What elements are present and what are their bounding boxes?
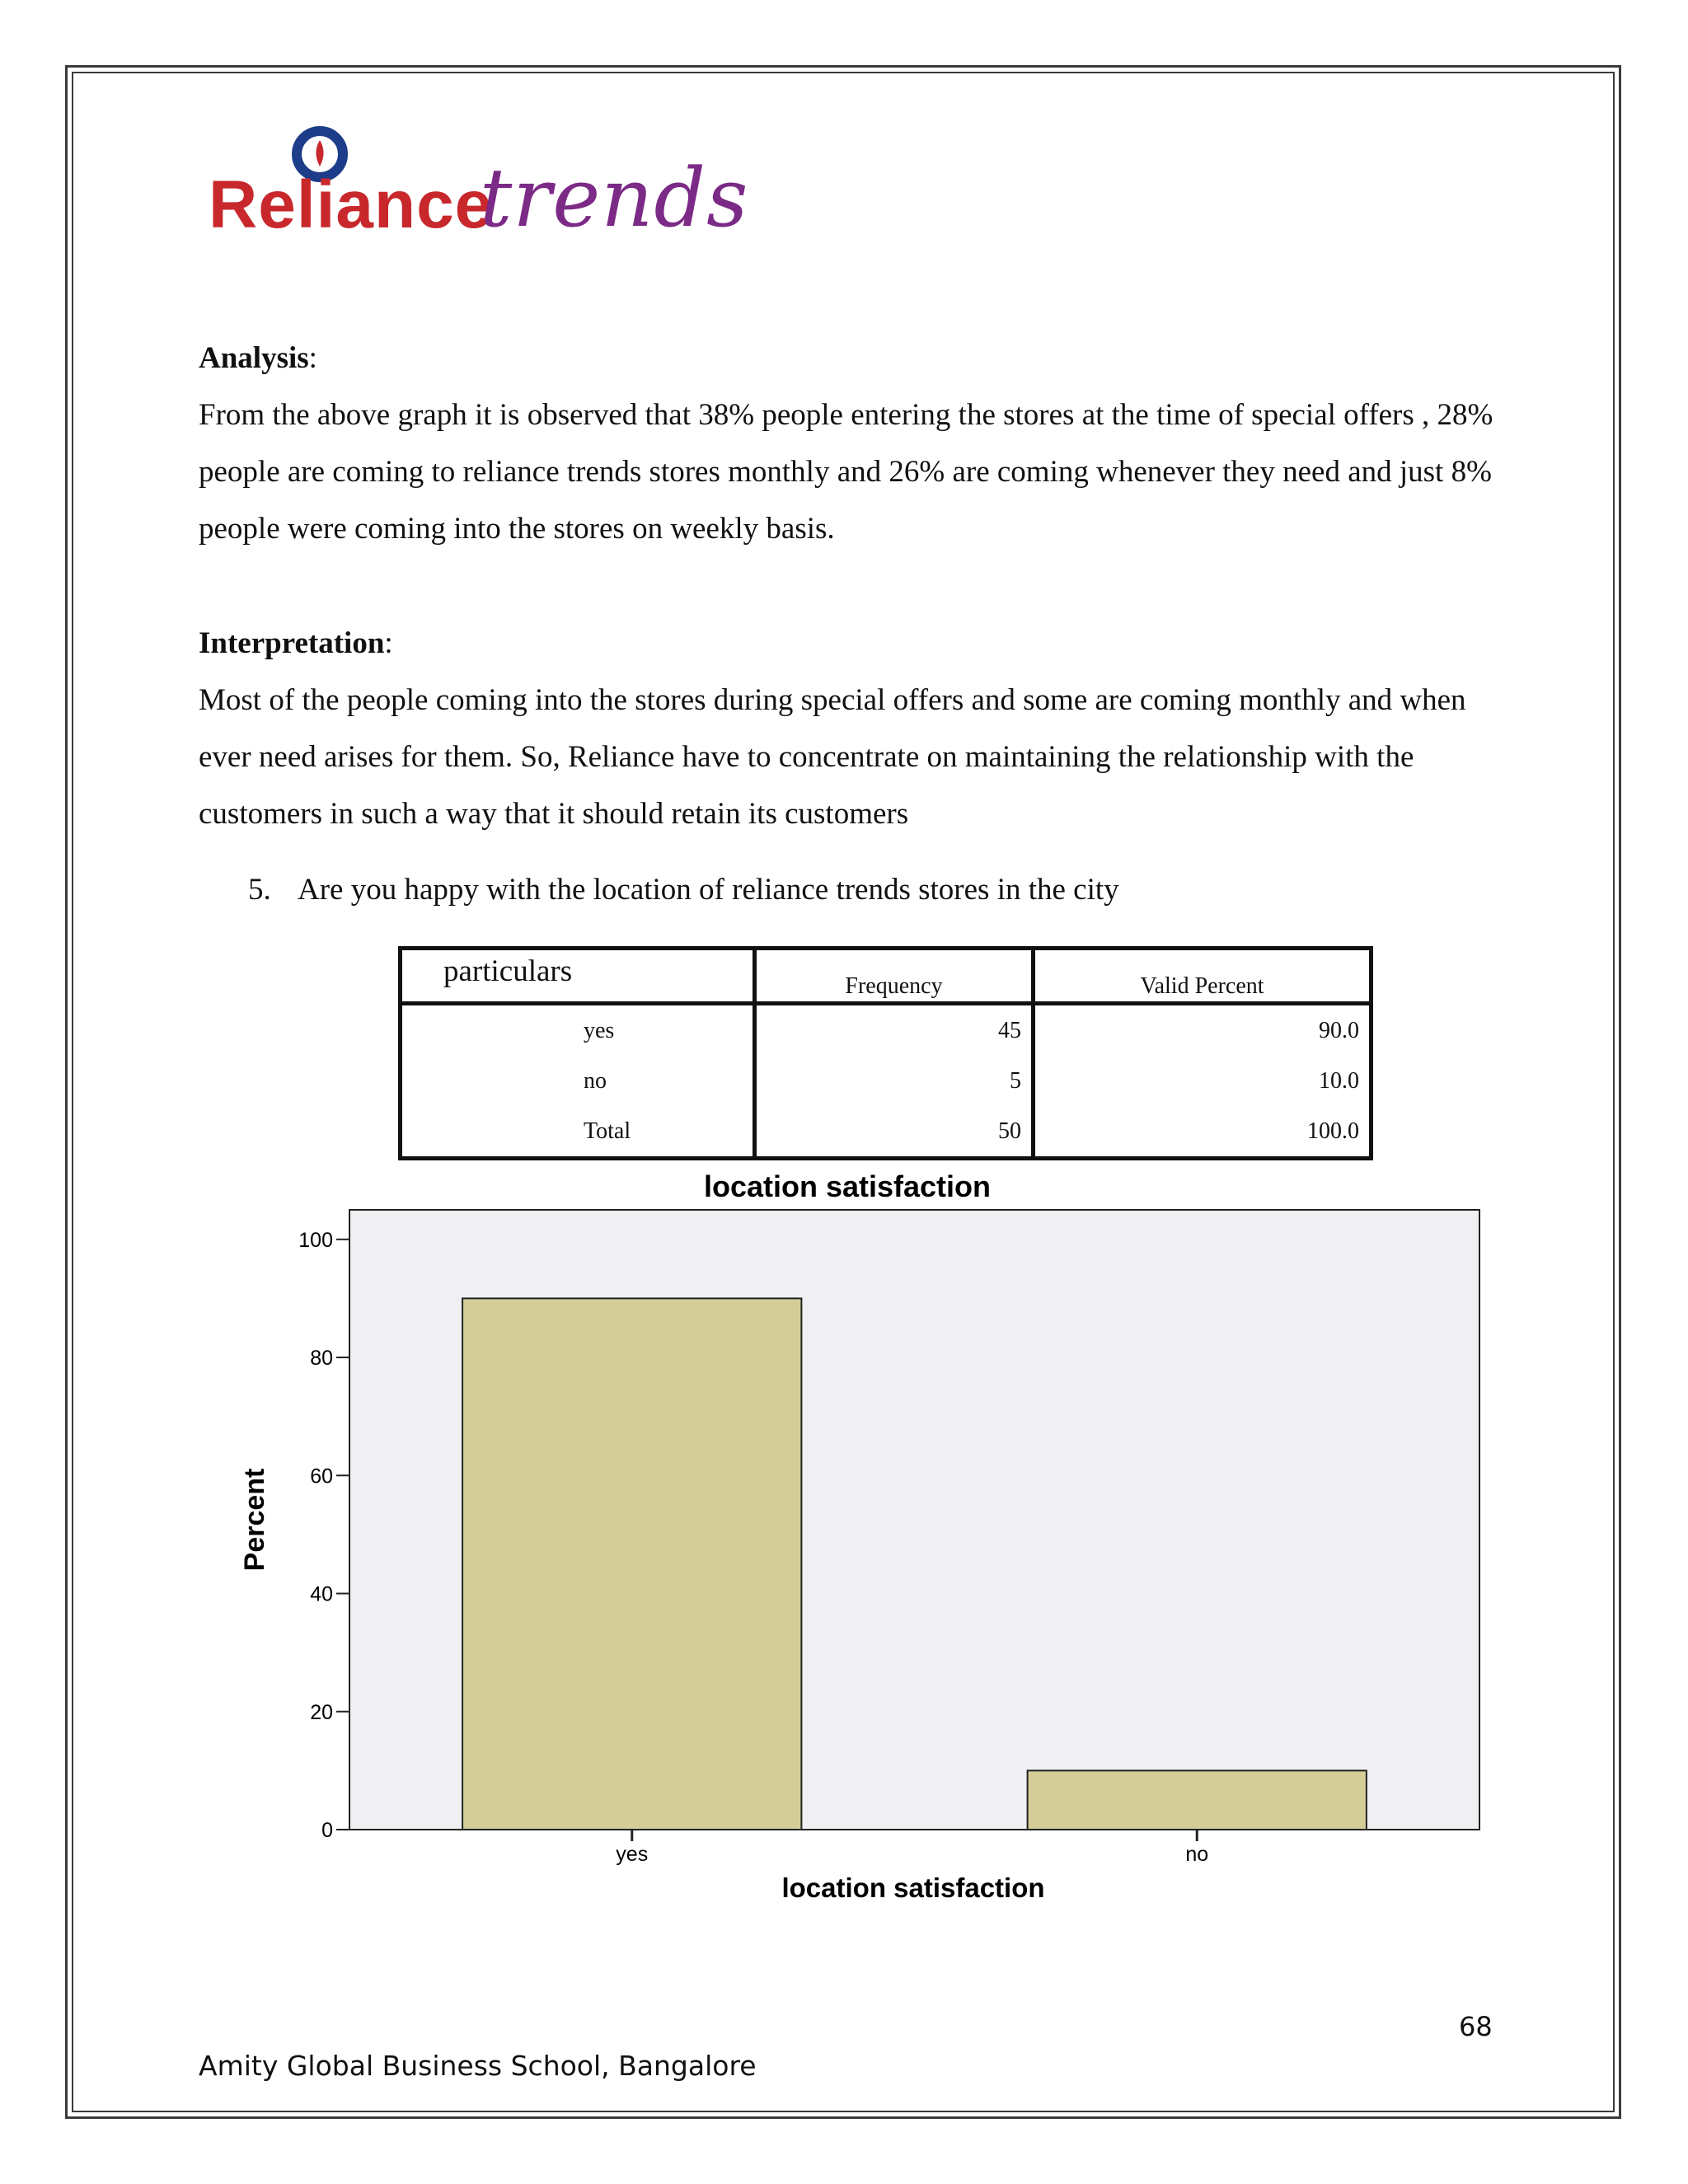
page-number: 68	[1459, 2011, 1493, 2042]
reliance-trends-logo	[204, 117, 749, 249]
location-satisfaction-bar-chart	[223, 1162, 1492, 1920]
question-text: Are you happy with the location of reliance trends stores in the city	[298, 873, 1119, 907]
row-frequency: 5	[755, 1056, 1034, 1106]
header-valid-percent: Valid Percent	[1034, 949, 1372, 1004]
analysis-paragraph: From the above graph it is observed that 38% people entering the stores at the time of special offers , 28% people are coming to reliance trends stores monthly and 26% are coming whenever they need and just 8% people were coming into the stores on weekly basis.	[199, 398, 1493, 546]
row-valid-percent: 10.0	[1034, 1056, 1372, 1106]
interpretation-heading: Interpretation	[199, 626, 385, 660]
interpretation-paragraph: Most of the people coming into the stores during special offers and some are coming monthly and when ever need arises for them. So, Reliance have to concentrate on maintaining the relationship with the customers in such a way that it should retain its customers	[199, 683, 1466, 831]
header-particulars: particulars	[401, 949, 755, 1004]
row-frequency: 50	[755, 1106, 1034, 1159]
y-tick-label: 0	[321, 1819, 333, 1842]
table-row	[401, 1106, 1372, 1159]
bar-no	[1028, 1770, 1367, 1830]
y-tick-label: 100	[298, 1228, 333, 1252]
question-5	[248, 865, 1119, 915]
row-label: no	[584, 1067, 607, 1094]
y-tick-label: 80	[310, 1347, 333, 1371]
y-axis	[298, 1229, 349, 1842]
x-tick-label: no	[1185, 1843, 1209, 1866]
analysis-heading-line: Analysis:	[199, 341, 317, 375]
row-label: Total	[584, 1118, 631, 1144]
bar-yes	[462, 1298, 801, 1830]
y-tick-label: 40	[310, 1582, 333, 1606]
y-tick-label: 20	[310, 1700, 333, 1724]
question-number: 5.	[248, 873, 271, 907]
logo-word-trends: trends	[480, 152, 749, 246]
x-axis	[616, 1830, 1208, 1866]
interpretation-heading-line: Interpretation:	[199, 626, 393, 660]
table-header-row	[401, 949, 1372, 1004]
row-valid-percent: 90.0	[1034, 1004, 1372, 1057]
header-frequency: Frequency	[755, 949, 1034, 1004]
x-axis-label: location satisfaction	[781, 1872, 1045, 1903]
table-row	[401, 1056, 1372, 1106]
row-label: yes	[584, 1017, 615, 1043]
row-frequency: 45	[755, 1004, 1034, 1057]
y-axis-label: Percent	[239, 1468, 270, 1572]
analysis-heading: Analysis	[199, 341, 309, 375]
logo-word-reliance: Reliance	[209, 167, 494, 242]
x-tick-label: yes	[616, 1843, 649, 1866]
table-row	[401, 1004, 1372, 1057]
y-tick-label: 60	[310, 1465, 333, 1488]
frequency-table	[398, 946, 1373, 1160]
chart-title: location satisfaction	[703, 1169, 992, 1203]
row-valid-percent: 100.0	[1034, 1106, 1372, 1159]
footer-school-name: Amity Global Business School, Bangalore	[199, 2050, 757, 2082]
